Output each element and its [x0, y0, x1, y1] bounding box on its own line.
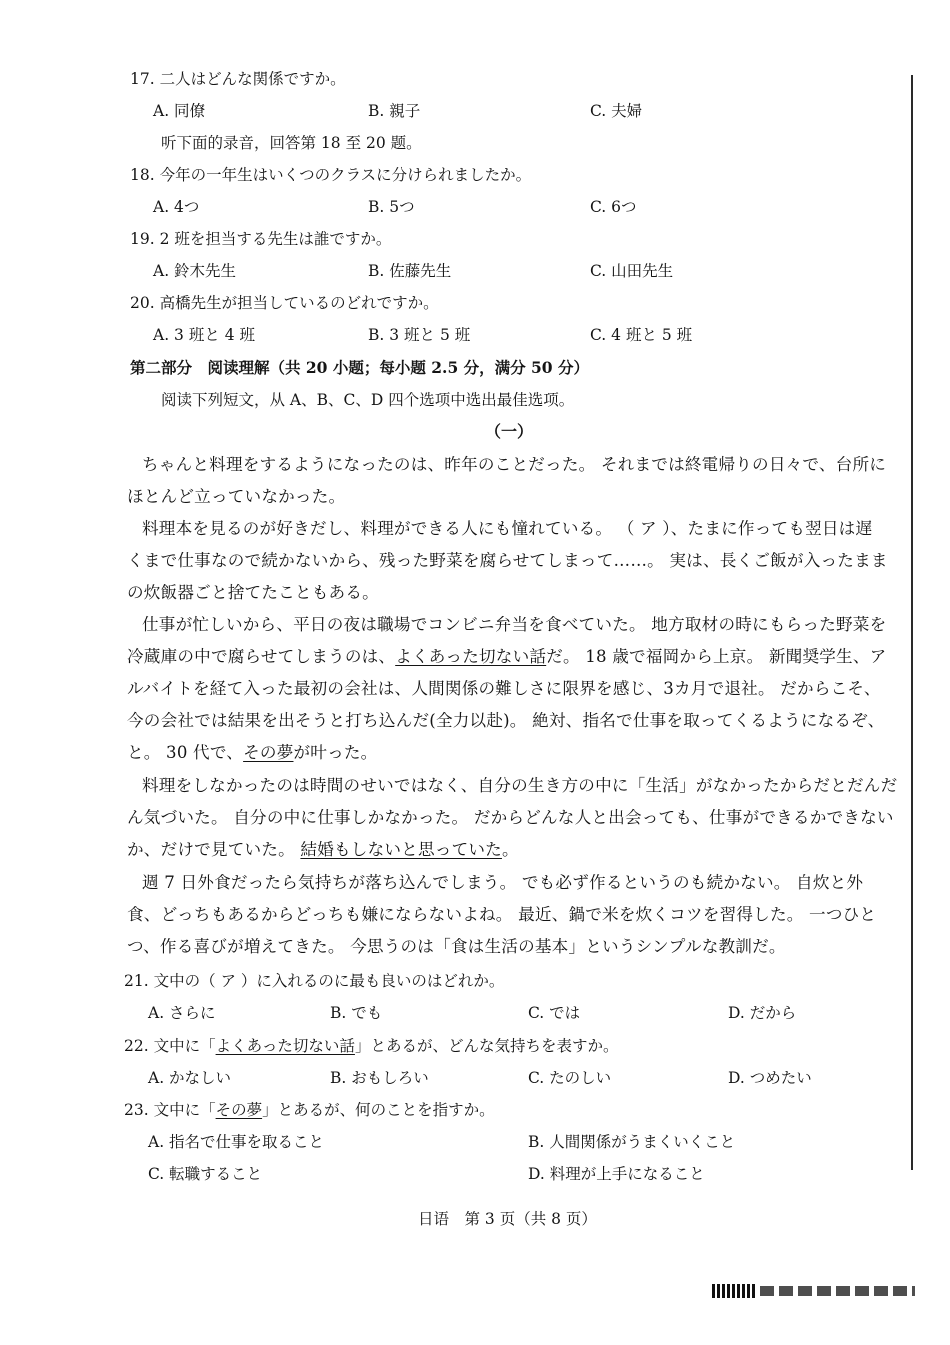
- underlined-phrase-sad-story: よくあった切ない話: [395, 647, 547, 666]
- question-text: 」とあるが、何のことを指すか。: [262, 1101, 495, 1119]
- q19-option-b: B. 佐藤先生: [368, 262, 452, 280]
- question-text: 22. 文中に「: [124, 1037, 216, 1055]
- qr-code-icon: [712, 1284, 756, 1298]
- q18-option-b: B. 5つ: [368, 198, 415, 216]
- passage-line-1: ちゃんと料理をするようになったのは、昨年のことだった。 それまでは終電帰りの日々で、台所に: [142, 455, 887, 474]
- passage-line-16: つ、作る喜びが増えてきた。 今思うのは「食は生活の基本」というシンプルな教訓だ。: [127, 937, 786, 956]
- passage-line-14: 週 7 日外食だったら気持ちが落ち込んでしまう。 でも必ず作るというのも続かない。 自炊と外: [142, 873, 864, 892]
- passage-line-10: [127, 742, 377, 764]
- q22-option-d: D. つめたい: [728, 1069, 812, 1087]
- q17-option-c: C. 夫婦: [590, 102, 643, 120]
- q22-option-c: C. たのしい: [528, 1069, 612, 1087]
- question-20-stem: 20. 高橋先生が担当しているのどれですか。: [130, 294, 439, 312]
- passage-text: か、だけで見ていた。: [127, 840, 301, 859]
- question-21-stem: 21. 文中の（ ア ）に入れるのに最も良いのはどれか。: [124, 972, 505, 990]
- passage-line-4: くまで仕事なので続かないから、残った野菜を腐らせてしまって……。 実は、長くご飯が入ったまま: [127, 551, 888, 570]
- passage-line-8: ルバイトを経て入った最初の会社は、人間関係の難しさに限界を感じ、3カ月で退社。 だからこそ、: [127, 679, 881, 698]
- question-text: 」とあるが、どんな気持ちを表すか。: [354, 1037, 619, 1055]
- question-18-stem: 18. 今年の一年生はいくつのクラスに分けられましたか。: [130, 166, 532, 184]
- watermark: [760, 1286, 915, 1296]
- underlined-phrase-dream: その夢: [243, 743, 294, 762]
- q21-option-b: B. でも: [330, 1004, 383, 1022]
- passage-line-2: ほとんど立っていなかった。: [127, 487, 346, 506]
- reading-instruction: 阅读下列短文，从 A、B、C、D 四个选项中选出最佳选项。: [161, 391, 575, 409]
- passage-text: 。: [501, 840, 519, 859]
- q20-option-b: B. 3 班と 5 班: [368, 326, 471, 344]
- q22-option-b: B. おもしろい: [330, 1069, 429, 1087]
- q20-option-a: A. 3 班と 4 班: [153, 326, 256, 344]
- quoted-phrase: よくあった切ない話: [215, 1037, 355, 1055]
- question-text: 23. 文中に「: [124, 1101, 216, 1119]
- passage-line-15: 食、どっちもあるからどっちも嫌にならないよね。 最近、鍋で米を炊くコツを習得した。 一つひと: [127, 905, 877, 924]
- q22-option-a: A. かなしい: [148, 1069, 232, 1087]
- passage-line-9: 今の会社では結果を出そうと打ち込んだ(全力以赴)。 絶対、指名で仕事を取ってくるようになるぞ、: [127, 711, 885, 730]
- q17-option-a: A. 同僚: [153, 102, 206, 120]
- passage-line-6: 仕事が忙しいから、平日の夜は職場でコンビニ弁当を食べていた。 地方取材の時にもらった野菜を: [142, 615, 887, 634]
- q21-option-d: D. だから: [728, 1004, 797, 1022]
- question-19-stem: 19. 2 班を担当する先生は誰ですか。: [130, 230, 392, 248]
- q21-option-a: A. さらに: [148, 1004, 216, 1022]
- q21-option-c: C. では: [528, 1004, 581, 1022]
- margin-rule: [911, 75, 913, 1170]
- passage-line-11: 料理をしなかったのは時間のせいではなく、自分の生き方の中に「生活」がなかったからだとだんだ: [142, 776, 898, 795]
- passage-line-13: [127, 839, 519, 861]
- passage-line-12: ん気づいた。 自分の中に仕事しかなかった。 だからどんな人と出会っても、仕事ができるかできない: [127, 808, 894, 827]
- q23-option-d: D. 料理が上手になること: [528, 1165, 705, 1183]
- passage-line-7: [127, 646, 886, 668]
- question-17-stem: 17. 二人はどんな関係ですか。: [130, 70, 346, 88]
- passage-text: と。 30 代で、: [127, 743, 244, 762]
- question-23-stem: [124, 1099, 495, 1121]
- passage-line-3: 料理本を見るのが好きだし、料理ができる人にも憧れている。 （ ア ）、たまに作っても翌日は遅: [142, 519, 873, 538]
- question-22-stem: [124, 1035, 618, 1057]
- underlined-phrase-marriage: 結婚もしないと思っていた: [300, 840, 502, 859]
- q18-option-c: C. 6つ: [590, 198, 637, 216]
- passage-text: が叶った。: [293, 743, 378, 762]
- passage-text: だ。 18 歳で福岡から上京。 新聞奨学生、ア: [546, 647, 887, 666]
- q23-option-b: B. 人間関係がうまくいくこと: [528, 1133, 736, 1151]
- listening-instruction: 听下面的录音，回答第 18 至 20 题。: [161, 134, 422, 152]
- q19-option-a: A. 鈴木先生: [153, 262, 237, 280]
- quoted-phrase: その夢: [215, 1101, 263, 1119]
- section-number: （一）: [485, 422, 534, 441]
- passage-text: 冷蔵庫の中で腐らせてしまうのは、: [127, 647, 396, 666]
- q23-option-c: C. 転職すること: [148, 1165, 263, 1183]
- q18-option-a: A. 4つ: [153, 198, 200, 216]
- passage-line-5: の炊飯器ごと捨てたこともある。: [127, 583, 379, 602]
- q19-option-c: C. 山田先生: [590, 262, 674, 280]
- page-footer: 日语 第 3 页（共 8 页）: [418, 1210, 597, 1228]
- q23-option-a: A. 指名で仕事を取ること: [148, 1133, 325, 1151]
- part-two-heading: 第二部分 阅读理解（共 20 小题；每小题 2.5 分，满分 50 分）: [130, 358, 589, 377]
- q17-option-b: B. 親子: [368, 102, 421, 120]
- q20-option-c: C. 4 班と 5 班: [590, 326, 693, 344]
